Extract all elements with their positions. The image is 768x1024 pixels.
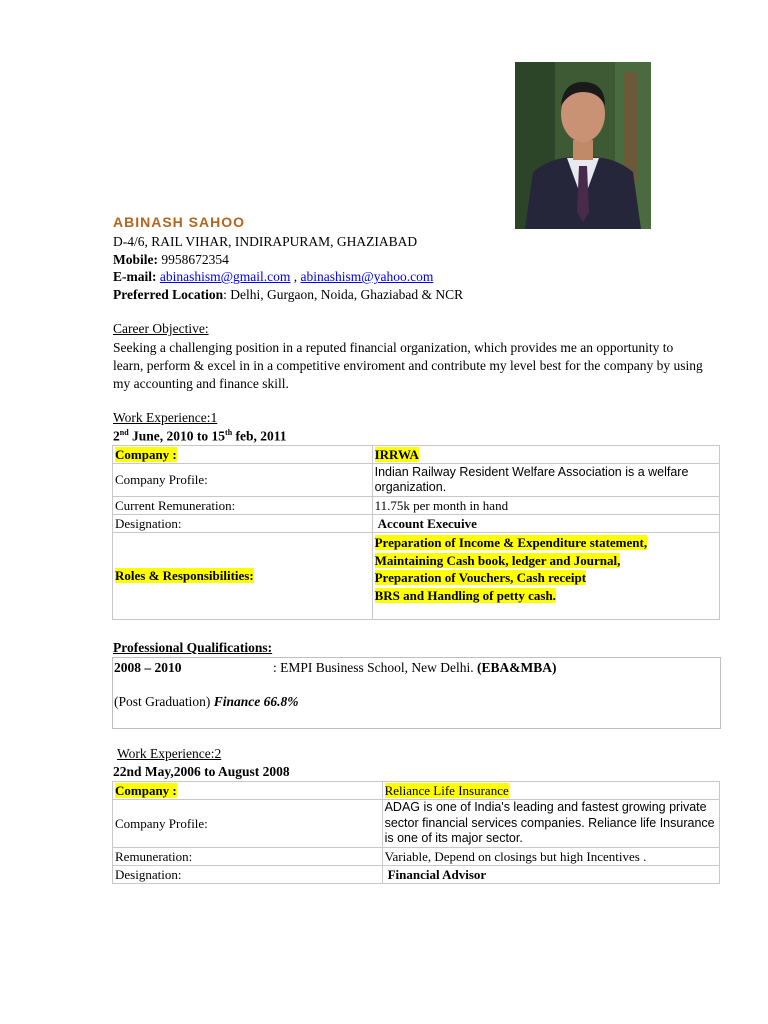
location-value: : Delhi, Gurgaon, Noida, Ghaziabad & NCR	[223, 287, 464, 302]
qualifications-box	[112, 657, 721, 729]
roles-label-cell	[113, 533, 373, 620]
company-cell	[372, 446, 719, 464]
table-row	[113, 800, 720, 848]
email-label: E-mail:	[113, 269, 157, 284]
company-label: Company :	[115, 446, 177, 462]
career-objective-text: Seeking a challenging position in a reputed financial organization, which provides me an opportunity to learn, perform & excel in in a competitive enviroment and contribute my level best for the company by using my accounting and finance skill.	[113, 340, 703, 391]
roles-label: Roles & Responsibilities:	[115, 568, 254, 583]
designation-label: Designation:	[113, 866, 383, 884]
role-item: Preparation of Vouchers, Cash receipt	[374, 570, 587, 585]
table-row	[113, 464, 720, 497]
work1-date-part: 2	[113, 428, 120, 444]
profile-value: ADAG is one of India's leading and fastest growing private sector financial services companies. Reliance life Insurance is one of its major sector.	[382, 800, 719, 848]
roles-cell	[372, 533, 719, 620]
email-line	[113, 269, 433, 285]
email-link-gmail[interactable]: abinashism@gmail.com	[159, 269, 291, 284]
work2-dates: 22nd May,2006 to August 2008	[113, 764, 290, 779]
remuneration-value: Variable, Depend on closings but high Incentives .	[382, 848, 719, 866]
profile-value: Indian Railway Resident Welfare Association is a welfare organization.	[372, 464, 719, 497]
career-objective-heading: Career Objective:	[113, 321, 209, 336]
company-label: Company :	[115, 782, 177, 798]
work2-table	[112, 781, 720, 884]
profile-label: Company Profile:	[113, 800, 383, 848]
remuneration-label: Current Remuneration:	[113, 497, 373, 515]
company-value: IRRWA	[374, 446, 419, 462]
work1-date-sup: nd	[119, 428, 129, 437]
address: D-4/6, RAIL VIHAR, INDIRAPURAM, GHAZIABAD	[113, 234, 418, 249]
qual-school-name: : EMPI Business School, New Delhi.	[273, 660, 477, 675]
remuneration-label: Remuneration:	[113, 848, 383, 866]
qual-finance: Finance 66.8%	[213, 694, 299, 709]
company-cell	[382, 782, 719, 800]
role-item: BRS and Handling of petty cash.	[374, 587, 556, 603]
location-line	[113, 287, 463, 303]
work1-date-part: feb, 2011	[232, 428, 287, 444]
remuneration-value: 11.75k per month in hand	[372, 497, 719, 515]
work1-heading: Work Experience:1	[113, 410, 218, 425]
designation-label: Designation:	[113, 515, 373, 533]
email-separator: ,	[290, 269, 301, 284]
qual-school	[273, 660, 557, 676]
designation-value: Financial Advisor	[382, 866, 719, 884]
company-value: Reliance Life Insurance	[384, 782, 509, 798]
profile-photo	[515, 62, 651, 229]
company-label-cell	[113, 446, 373, 464]
profile-label: Company Profile:	[113, 464, 373, 497]
qual-pg-label: (Post Graduation)	[114, 694, 214, 709]
mobile-value: 9958672354	[158, 252, 229, 267]
location-label: Preferred Location	[113, 287, 224, 302]
table-row	[113, 497, 720, 515]
email-link-yahoo[interactable]: abinashism@yahoo.com	[300, 269, 434, 284]
mobile-line	[113, 252, 229, 268]
table-row	[113, 866, 720, 884]
table-row	[113, 533, 720, 620]
qual-pg	[114, 694, 299, 710]
role-item: Maintaining Cash book, ledger and Journal,	[374, 552, 621, 568]
candidate-name: ABINASH SAHOO	[113, 214, 246, 230]
work1-date-sup: th	[225, 428, 233, 437]
qual-degree: (EBA&MBA)	[477, 660, 557, 675]
table-row	[113, 848, 720, 866]
designation-value: Account Execuive	[372, 515, 719, 533]
table-row	[113, 446, 720, 464]
table-row	[113, 782, 720, 800]
company-label-cell	[113, 782, 383, 800]
qualifications-heading: Professional Qualifications:	[113, 640, 273, 655]
role-item: Preparation of Income & Expenditure statement,	[374, 535, 648, 550]
table-row	[113, 515, 720, 533]
qual-years: 2008 – 2010	[114, 660, 182, 675]
work1-dates	[113, 428, 287, 445]
work1-table	[112, 445, 720, 620]
work1-date-part: June, 2010 to 15	[128, 428, 226, 444]
work2-heading: Work Experience:2	[117, 746, 222, 761]
mobile-label: Mobile:	[113, 252, 158, 267]
